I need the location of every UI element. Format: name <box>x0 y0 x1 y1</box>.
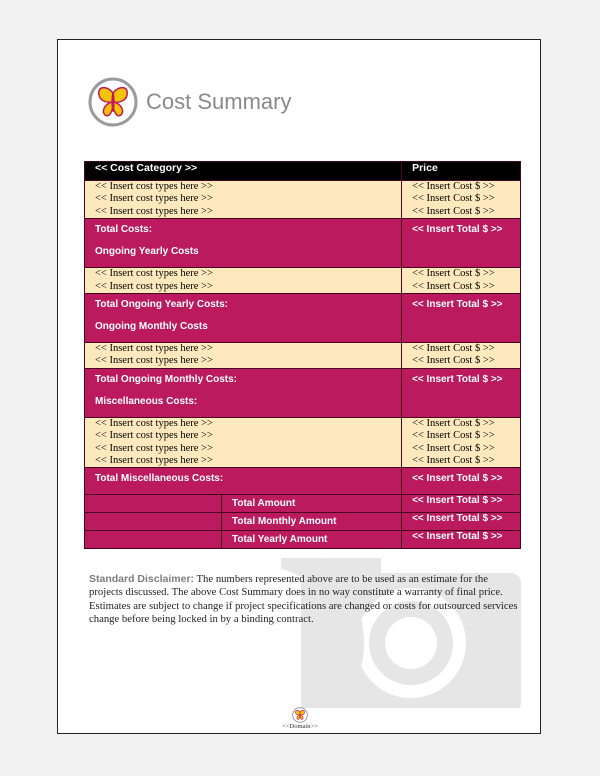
summary-row <box>85 531 521 549</box>
cost-values-cell <box>402 342 521 368</box>
cost-category-header: << Cost Category >> <box>85 162 402 181</box>
summary-blank-cell <box>85 531 222 548</box>
cost-type-text: << Insert cost types here >> <box>95 342 213 354</box>
butterfly-logo-icon <box>88 77 138 127</box>
section-total-row <box>85 293 521 342</box>
cost-type-text: << Insert cost types here >> <box>95 181 213 192</box>
cost-value-text: << Insert Cost $ >> <box>412 417 495 429</box>
summary-label-cell <box>85 495 402 513</box>
section-total-label: Total Miscellaneous Costs: <box>95 473 224 485</box>
section-total-row <box>85 468 521 495</box>
cost-value-text: << Insert Cost $ >> <box>412 193 495 205</box>
footer-domain: <<Domain>> <box>282 723 318 730</box>
cost-type-text: << Insert cost types here >> <box>95 193 213 205</box>
summary-label: Total Monthly Amount <box>232 516 337 528</box>
cost-value-text: << Insert Cost $ >> <box>412 205 495 217</box>
cost-value-text: << Insert Cost $ >> <box>412 181 495 192</box>
table-header-row <box>85 162 521 181</box>
cost-types-cell <box>85 417 402 468</box>
cost-value-text: << Insert Cost $ >> <box>412 430 495 442</box>
summary-label: Total Amount <box>232 498 296 510</box>
cost-type-text: << Insert cost types here >> <box>95 417 213 429</box>
summary-label-cell <box>85 531 402 549</box>
page-title: Cost Summary <box>146 89 292 114</box>
summary-label-cell <box>85 513 402 531</box>
section-total-amount: << Insert Total $ >> <box>402 368 521 417</box>
summary-blank-cell <box>85 513 222 530</box>
summary-label-wrap <box>85 513 401 530</box>
cost-type-text: << Insert cost types here >> <box>95 430 213 442</box>
section-total-amount: << Insert Total $ >> <box>402 293 521 342</box>
section-total-amount: << Insert Total $ >> <box>402 219 521 268</box>
section-total-cell <box>85 219 402 268</box>
butterfly-logo-icon <box>292 707 308 723</box>
summary-row <box>85 513 521 531</box>
cost-values-cell <box>402 268 521 294</box>
section-total-row <box>85 368 521 417</box>
cost-items-row <box>85 417 521 468</box>
section-total-row <box>85 219 521 268</box>
cost-types-cell <box>85 342 402 368</box>
cost-summary-table <box>84 161 521 549</box>
section-heading: Miscellaneous Costs: <box>95 395 198 407</box>
cost-types-cell <box>85 181 402 219</box>
cost-value-text: << Insert Cost $ >> <box>412 342 495 354</box>
cost-type-text: << Insert cost types here >> <box>95 205 213 217</box>
summary-row <box>85 495 521 513</box>
standard-disclaimer <box>89 573 521 626</box>
cost-type-text: << Insert cost types here >> <box>95 268 213 280</box>
cost-items-row <box>85 181 521 219</box>
page-footer <box>270 707 330 730</box>
cost-type-text: << Insert cost types here >> <box>95 280 213 292</box>
section-heading: Ongoing Yearly Costs <box>95 246 199 258</box>
cost-types-cell <box>85 268 402 294</box>
section-heading: Ongoing Monthly Costs <box>95 320 208 332</box>
cost-type-text: << Insert cost types here >> <box>95 442 213 454</box>
cost-items-row <box>85 342 521 368</box>
summary-label: Total Yearly Amount <box>232 534 328 546</box>
section-total-label: Total Costs: <box>95 224 153 236</box>
summary-amount: << Insert Total $ >> <box>402 531 521 549</box>
summary-label-wrap <box>85 531 401 548</box>
cost-type-text: << Insert cost types here >> <box>95 355 213 367</box>
cost-values-cell <box>402 417 521 468</box>
cost-value-text: << Insert Cost $ >> <box>412 355 495 367</box>
cost-value-text: << Insert Cost $ >> <box>412 280 495 292</box>
cost-values-cell <box>402 181 521 219</box>
document-page <box>57 39 541 734</box>
disclaimer-text: The numbers represented above are to be used as an estimate for the projects discussed. The above Cost Summary does in no way constitute a warranty of final price. Estimates are subject to change if project specifications are changed or costs for outsourced services change before being locked in by a binding contract. <box>89 573 518 625</box>
cost-type-text: << Insert cost types here >> <box>95 454 213 466</box>
section-total-cell <box>85 468 402 495</box>
cost-items-row <box>85 268 521 294</box>
summary-label-wrap <box>85 495 401 512</box>
disclaimer-lead: Standard Disclaimer: <box>89 573 195 585</box>
section-total-label: Total Ongoing Yearly Costs: <box>95 298 228 310</box>
section-total-cell <box>85 368 402 417</box>
summary-amount: << Insert Total $ >> <box>402 495 521 513</box>
section-total-label: Total Ongoing Monthly Costs: <box>95 373 238 385</box>
section-total-cell <box>85 293 402 342</box>
cost-value-text: << Insert Cost $ >> <box>412 454 495 466</box>
section-total-amount: << Insert Total $ >> <box>402 468 521 495</box>
cost-value-text: << Insert Cost $ >> <box>412 268 495 280</box>
page-header <box>88 73 291 131</box>
cost-value-text: << Insert Cost $ >> <box>412 442 495 454</box>
summary-amount: << Insert Total $ >> <box>402 513 521 531</box>
summary-blank-cell <box>85 495 222 512</box>
price-header: Price <box>402 162 521 181</box>
